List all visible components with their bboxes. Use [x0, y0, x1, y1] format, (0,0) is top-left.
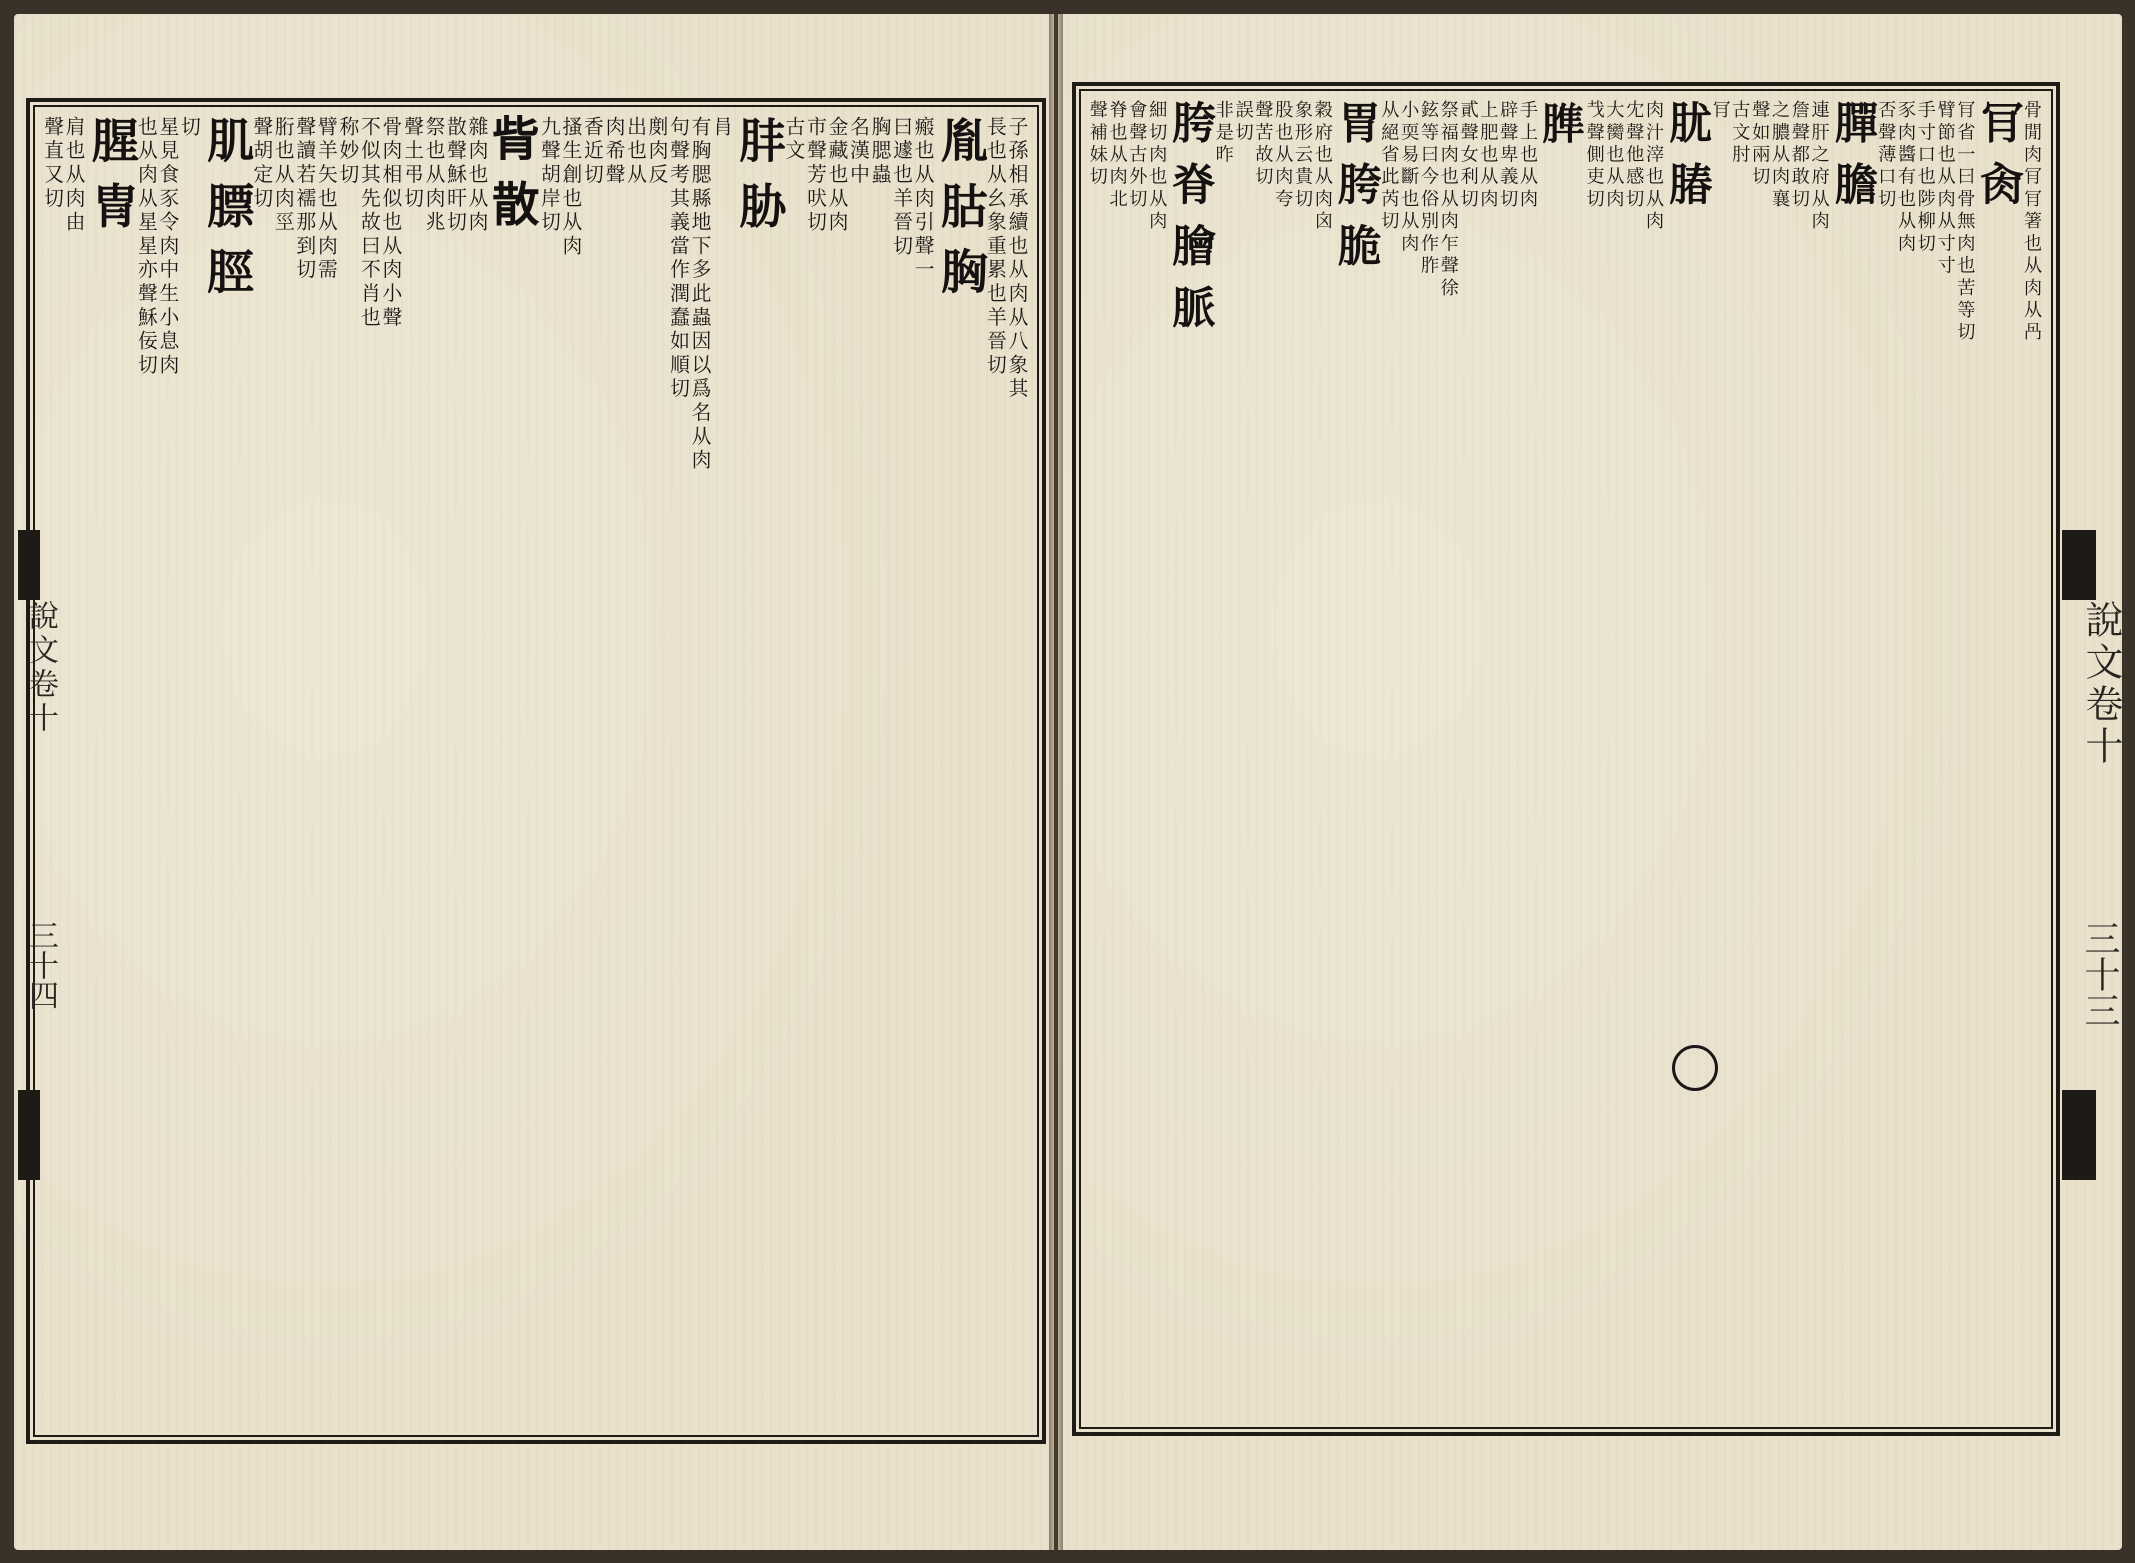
text-column: 會聲古外切: [1126, 100, 1148, 212]
seal-script-column: 肎肏: [1973, 100, 2025, 224]
text-column: 曰遽也羊晉切: [889, 116, 913, 259]
text-column: 瘢也从肉引聲一: [911, 116, 935, 283]
seal-script-column: 肬䐏: [1661, 100, 1713, 224]
text-column: 否聲薄口切: [1875, 100, 1897, 212]
right-margin-tab-top: [2062, 530, 2096, 600]
text-column: 祭福肉也从肉乍聲徐: [1437, 100, 1459, 300]
text-column: 小耎易斷也从肉: [1398, 100, 1420, 256]
text-column: 非是昨: [1212, 100, 1234, 167]
left-margin-tab-bottom: [18, 1090, 40, 1180]
left-margin-tab-top: [18, 530, 40, 600]
text-column: 市聲芳吠切: [803, 116, 827, 235]
seal-script-column: 胃胯脆: [1330, 100, 1382, 285]
text-column: 星見食豕令肉中生小息肉: [155, 116, 179, 378]
text-column: 穀府也从肉囟: [1311, 100, 1333, 234]
text-column: 肩也从肉由: [62, 116, 86, 235]
text-column: 不似其先故曰不肖也: [357, 116, 381, 331]
text-column: 肉希聲: [601, 116, 625, 188]
text-column: 辟聲卑義切: [1497, 100, 1519, 212]
text-column: 聲苦故切: [1252, 100, 1274, 189]
text-column: 古文: [781, 116, 805, 164]
text-column: 古文肘: [1729, 100, 1751, 167]
text-column: 搔生創也从肉: [558, 116, 582, 259]
text-column: 冘聲他感切: [1623, 100, 1645, 212]
text-column: 出也从: [623, 116, 647, 188]
text-column: 骨肉相似也从肉小聲: [378, 116, 402, 331]
text-column: 豕肉醬有也从肉: [1895, 100, 1916, 256]
left-page-frame: [26, 98, 1046, 1444]
text-column: 名漢中: [846, 116, 870, 188]
text-column: 之膿从肉襄: [1769, 100, 1791, 212]
text-column: 詹聲都敢切: [1788, 100, 1810, 212]
text-column: 胸腮蟲: [868, 116, 892, 188]
text-column: 剫肉反: [645, 116, 669, 188]
text-column: 从絕省此芮切: [1378, 100, 1400, 234]
text-column: 聲直又切: [40, 116, 64, 212]
book-gutter: [1049, 14, 1063, 1550]
text-column: 切: [177, 116, 201, 140]
text-column: 上肥也从肉: [1477, 100, 1499, 212]
text-column: 臂羊矢也从肉需: [314, 116, 338, 283]
text-column: 連肝之府从肉: [1808, 100, 1830, 234]
text-column: 大臠也从肉: [1603, 100, 1625, 212]
text-column: 有胸腮縣地下多此蟲因以爲名从肉: [688, 116, 712, 473]
text-column: 鉉等曰今俗別作胙: [1418, 100, 1439, 278]
text-column: 肎: [1709, 100, 1731, 123]
seal-script-column: 𦙼散: [485, 116, 541, 247]
left-margin-title: 說文卷十: [23, 600, 58, 736]
text-column: 金藏也从肉: [825, 116, 848, 235]
text-column: 雜肉也从肉: [465, 116, 489, 235]
text-column: 祭也从肉兆: [421, 116, 445, 235]
text-column: 肙: [709, 116, 733, 140]
text-column: 股也从肉夸: [1272, 100, 1294, 212]
text-column: 貳聲女利切: [1457, 100, 1479, 212]
seal-script-column: 𦞠: [1535, 100, 1587, 162]
right-margin-folio: 三十三: [2079, 920, 2120, 1028]
text-column: 細切肉也从肉: [1146, 100, 1168, 234]
text-column: 聲土弔切: [400, 116, 424, 212]
text-column: 句聲考其義當作潤蠢如順切: [666, 116, 690, 402]
text-column: 聲讀若襦那到切: [292, 116, 316, 283]
seal-script-column: 腥冑: [82, 116, 138, 247]
text-column: 骨閒肉肎肎箸也从肉从冎: [2020, 100, 2042, 345]
text-column: 誤切: [1232, 100, 1254, 145]
seal-script-column: 䐷膽: [1827, 100, 1879, 224]
circle-mark-icon: [1672, 1045, 1718, 1091]
right-page-frame: [1072, 82, 2060, 1436]
text-column: 㪚聲穌旰切: [443, 116, 467, 235]
seal-script-column: 胯脊膾脈: [1164, 100, 1216, 347]
text-column: 聲如兩切: [1749, 100, 1771, 189]
text-column: 胻也从肉巠: [271, 116, 295, 235]
text-column: 𢦏聲側吏切: [1583, 100, 1605, 212]
text-column: 九聲胡岸切: [537, 116, 561, 235]
text-column: 臂節也从肉从寸寸: [1934, 100, 1956, 278]
right-margin-tab-bottom: [2062, 1090, 2096, 1180]
text-column: 手上也从肉: [1517, 100, 1539, 212]
text-column: 手寸口也陟柳切: [1914, 100, 1936, 256]
seal-script-column: 肌膘脛: [198, 116, 254, 313]
text-column: 脊也从肉北: [1106, 100, 1128, 212]
left-margin-folio: 三十四: [23, 920, 58, 1010]
text-column: 聲胡定切: [249, 116, 273, 212]
text-column: 子孫相承續也从肉从八象其: [1004, 116, 1028, 402]
right-margin-title: 說文卷十: [2079, 600, 2123, 768]
text-column: 肉汁滓也从肉: [1643, 100, 1665, 234]
seal-script-column: 肨胁: [730, 116, 786, 247]
text-column: 香近切: [580, 116, 604, 188]
text-column: 長也从幺象重累也羊晉切: [983, 116, 1007, 378]
seal-script-column: 胤𦙶胸: [931, 116, 987, 313]
text-column: 肎省一曰骨無肉也苦等切: [1954, 100, 1976, 345]
text-column: 聲補妹切: [1086, 100, 1108, 189]
text-column: 象形云貴切: [1292, 100, 1314, 212]
text-column: 称妙切: [335, 116, 359, 188]
text-column: 也从肉从星星亦聲穌佞切: [134, 116, 158, 378]
